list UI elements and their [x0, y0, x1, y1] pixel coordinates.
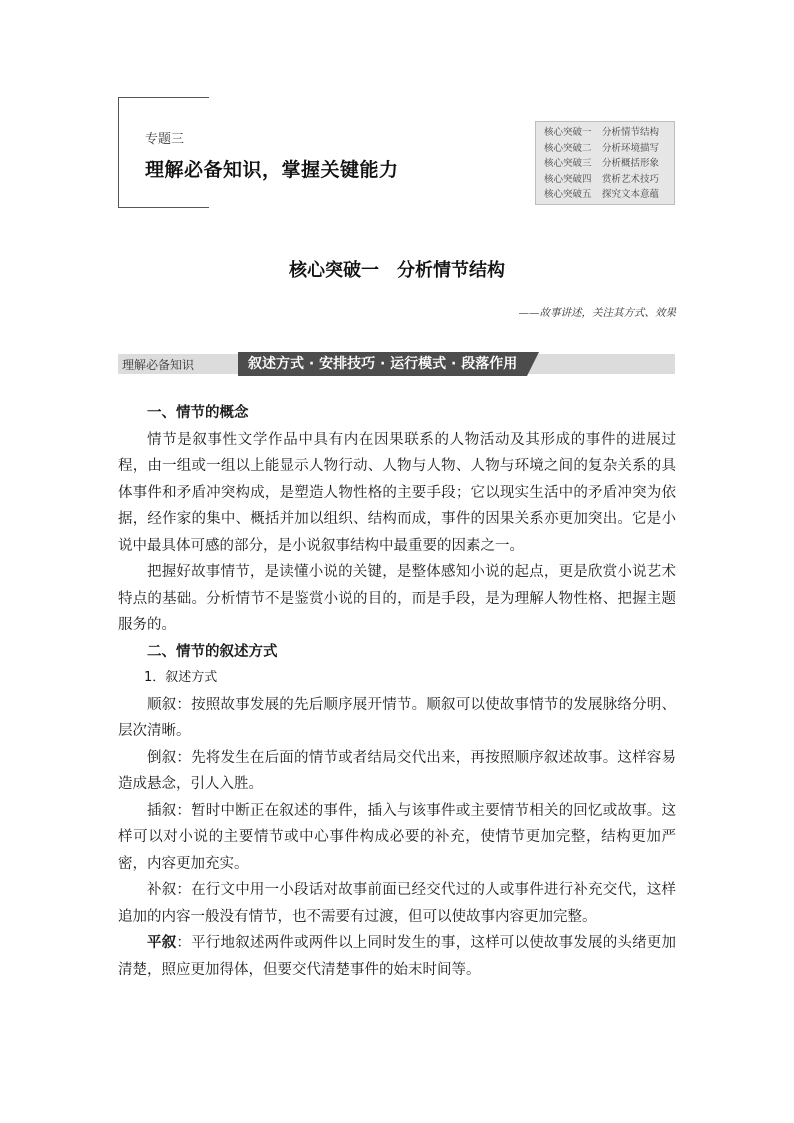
term: 顺叙 — [147, 696, 177, 713]
toc-item[interactable]: 核心突破二 分析环境描写 — [544, 142, 660, 154]
body-content — [118, 400, 676, 983]
paragraph: 把握好故事情节，是读懂小说的关键，是整体感知小说的起点，更是欣赏小说艺术特点的基础。分析情节不是鉴赏小说的目的，而是手段，是为理解人物性格、把握主题服务的。 — [118, 564, 676, 633]
header-frame — [118, 97, 209, 208]
narration-item: 插叙：暂时中断正在叙述的事件，插入与该事件或主要情节相关的回忆或故事。这样可以对小说的主要情节或中心事件构成必要的补充，使情节更加完整，结构更加严密，内容更加充实。 — [118, 802, 677, 872]
toc-item[interactable]: 核心突破一 分析情节结构 — [544, 127, 660, 138]
banner-label: 理解必备知识 — [122, 358, 195, 372]
numbered-heading: 1．叙述方式 — [144, 670, 218, 685]
heading-concept: 一、情节的概念 — [147, 405, 249, 421]
term: 补叙 — [147, 882, 177, 898]
narration-item: 平叙：平行地叙述两件或两件以上同时发生的事，这样可以使故事发展的头绪更加清楚，照应更加得体，但要交代清楚事件的始末时间等。 — [118, 935, 677, 978]
narration-item: 顺叙：按照故事发展的先后顺序展开情节。顺叙可以使故事情节的发展脉络分明、层次清晰。 — [118, 696, 677, 739]
topic-title: 理解必备知识，掌握关键能力 — [145, 159, 399, 181]
toc-item[interactable]: 核心突破五 探究文本意蕴 — [544, 189, 660, 200]
section-title: 核心突破一 分析情节结构 — [289, 260, 505, 281]
toc-item[interactable]: 核心突破三 分析概括形象 — [544, 158, 660, 169]
paragraph: 情节是叙事性文学作品中具有内在因果联系的人物活动及其形成的事件的进展过程，由一组或一组以上能显示人物行动、人物与人物、人物与环境之间的复杂关系的具体事件和矛盾冲突构成，是塑造人物性格的主要手段；它以现实生活中的矛盾冲突为依据，经作家的集中、概括并加以组织、结构而成，事件的因果关系亦更加突出。它是小说中最具体可感的部分，是小说叙事结构中最重要的因素之一。 — [118, 431, 676, 554]
narration-item: 补叙：在行文中用一小段话对故事前面已经交代过的人或事件进行补充交代，这样追加的内容一般没有情节，也不需要有过渡，但可以使故事内容更加完整。 — [118, 882, 677, 925]
term: 插叙 — [147, 802, 177, 819]
topic-label: 专题三 — [145, 132, 185, 147]
term: 倒叙 — [147, 749, 177, 766]
section-subtitle: ——故事讲述，关注其方式、效果 — [518, 307, 676, 319]
heading-narration: 二、情节的叙述方式 — [147, 643, 278, 660]
knowledge-banner — [118, 354, 675, 374]
narration-item: 倒叙：先将发生在后面的情节或者结局交代出来，再按照顺序叙述故事。这样容易造成悬念，引人入胜。 — [118, 749, 677, 792]
toc-item[interactable]: 核心突破四 赏析艺术技巧 — [544, 173, 660, 185]
banner-topics: 叙述方式 · 安排技巧 · 运行模式 · 段落作用 — [238, 352, 527, 376]
term: 平叙 — [147, 935, 177, 951]
toc-box — [535, 121, 675, 205]
